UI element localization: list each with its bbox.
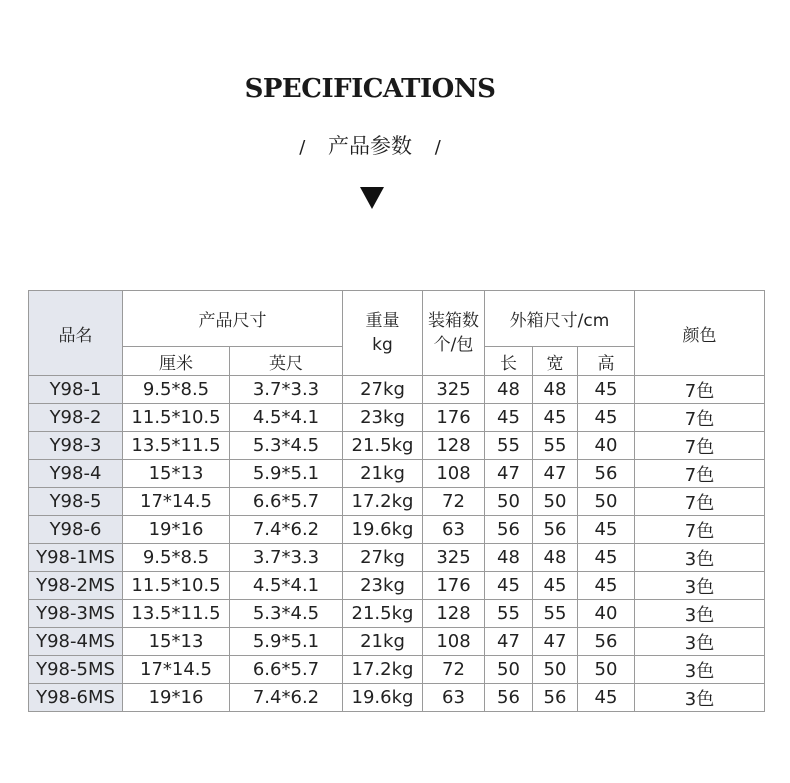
cell-carton-width: 45 <box>533 572 578 600</box>
cell-carton-height: 45 <box>578 404 635 432</box>
subtitle-slash-left: / <box>299 137 306 158</box>
cell-carton-height: 56 <box>578 460 635 488</box>
cell-weight: 23kg <box>343 404 423 432</box>
cell-name: Y98-6MS <box>29 684 123 712</box>
cell-carton-width: 45 <box>533 404 578 432</box>
header-size-inch: 英尺 <box>230 347 343 376</box>
cell-carton-length: 56 <box>485 684 533 712</box>
header-carton: 外箱尺寸/cm <box>485 291 635 347</box>
header-carton-height: 高 <box>578 347 635 376</box>
cell-color: 3色 <box>635 544 765 572</box>
cell-color: 7色 <box>635 404 765 432</box>
cell-size-inch: 5.3*4.5 <box>230 600 343 628</box>
cell-pack: 72 <box>423 656 485 684</box>
cell-carton-length: 47 <box>485 628 533 656</box>
cell-weight: 21.5kg <box>343 600 423 628</box>
header-pack: 装箱数个/包 <box>423 291 485 376</box>
down-arrow-icon <box>360 187 384 209</box>
cell-weight: 17.2kg <box>343 656 423 684</box>
cell-carton-length: 50 <box>485 488 533 516</box>
cell-carton-length: 47 <box>485 460 533 488</box>
cell-size-cm: 13.5*11.5 <box>123 600 230 628</box>
cell-color: 7色 <box>635 432 765 460</box>
cell-carton-height: 45 <box>578 376 635 404</box>
cell-size-inch: 5.9*5.1 <box>230 460 343 488</box>
header-color: 颜色 <box>635 291 765 376</box>
cell-carton-width: 50 <box>533 656 578 684</box>
cell-size-cm: 17*14.5 <box>123 656 230 684</box>
cell-weight: 21kg <box>343 628 423 656</box>
cell-pack: 108 <box>423 460 485 488</box>
table-row <box>29 600 765 628</box>
cell-name: Y98-1MS <box>29 544 123 572</box>
table-row <box>29 628 765 656</box>
table-row <box>29 432 765 460</box>
table-row <box>29 516 765 544</box>
cell-carton-width: 48 <box>533 376 578 404</box>
cell-color: 3色 <box>635 572 765 600</box>
cell-size-cm: 19*16 <box>123 516 230 544</box>
cell-weight: 23kg <box>343 572 423 600</box>
table-row <box>29 404 765 432</box>
cell-size-inch: 7.4*6.2 <box>230 516 343 544</box>
cell-size-cm: 15*13 <box>123 460 230 488</box>
cell-name: Y98-2MS <box>29 572 123 600</box>
cell-size-inch: 7.4*6.2 <box>230 684 343 712</box>
cell-pack: 325 <box>423 376 485 404</box>
cell-pack: 128 <box>423 600 485 628</box>
table-row <box>29 684 765 712</box>
cell-size-inch: 6.6*5.7 <box>230 656 343 684</box>
cell-color: 7色 <box>635 460 765 488</box>
cell-name: Y98-5 <box>29 488 123 516</box>
cell-name: Y98-6 <box>29 516 123 544</box>
cell-pack: 176 <box>423 404 485 432</box>
cell-pack: 72 <box>423 488 485 516</box>
cell-color: 3色 <box>635 656 765 684</box>
cell-color: 7色 <box>635 376 765 404</box>
cell-carton-height: 45 <box>578 572 635 600</box>
header-size: 产品尺寸 <box>123 291 343 347</box>
header-carton-width: 宽 <box>533 347 578 376</box>
cell-carton-length: 45 <box>485 404 533 432</box>
cell-weight: 21kg <box>343 460 423 488</box>
table-row <box>29 544 765 572</box>
cell-color: 3色 <box>635 600 765 628</box>
cell-carton-height: 45 <box>578 684 635 712</box>
cell-carton-width: 55 <box>533 432 578 460</box>
cell-pack: 176 <box>423 572 485 600</box>
cell-carton-width: 47 <box>533 628 578 656</box>
cell-carton-width: 47 <box>533 460 578 488</box>
subtitle-text: 产品参数 <box>328 134 412 158</box>
header-weight: 重量kg <box>343 291 423 376</box>
header-name: 品名 <box>29 291 123 376</box>
cell-size-inch: 6.6*5.7 <box>230 488 343 516</box>
cell-size-cm: 17*14.5 <box>123 488 230 516</box>
cell-size-cm: 11.5*10.5 <box>123 572 230 600</box>
cell-size-cm: 9.5*8.5 <box>123 376 230 404</box>
cell-pack: 128 <box>423 432 485 460</box>
cell-carton-height: 50 <box>578 488 635 516</box>
cell-carton-length: 55 <box>485 600 533 628</box>
cell-carton-width: 48 <box>533 544 578 572</box>
table-row <box>29 572 765 600</box>
cell-weight: 19.6kg <box>343 516 423 544</box>
cell-carton-height: 45 <box>578 516 635 544</box>
cell-carton-height: 40 <box>578 432 635 460</box>
table-row <box>29 460 765 488</box>
table-row <box>29 376 765 404</box>
cell-size-cm: 11.5*10.5 <box>123 404 230 432</box>
header-carton-length: 长 <box>485 347 533 376</box>
cell-carton-height: 40 <box>578 600 635 628</box>
cell-name: Y98-4 <box>29 460 123 488</box>
header-size-cm: 厘米 <box>123 347 230 376</box>
cell-carton-height: 50 <box>578 656 635 684</box>
cell-carton-length: 50 <box>485 656 533 684</box>
table-row <box>29 656 765 684</box>
cell-weight: 17.2kg <box>343 488 423 516</box>
cell-size-cm: 19*16 <box>123 684 230 712</box>
cell-color: 3色 <box>635 628 765 656</box>
cell-pack: 63 <box>423 684 485 712</box>
cell-size-inch: 4.5*4.1 <box>230 572 343 600</box>
cell-color: 3色 <box>635 684 765 712</box>
cell-name: Y98-1 <box>29 376 123 404</box>
cell-carton-length: 48 <box>485 544 533 572</box>
cell-carton-width: 56 <box>533 516 578 544</box>
cell-name: Y98-3MS <box>29 600 123 628</box>
cell-carton-width: 50 <box>533 488 578 516</box>
cell-carton-length: 55 <box>485 432 533 460</box>
table-row <box>29 488 765 516</box>
cell-size-inch: 5.9*5.1 <box>230 628 343 656</box>
cell-weight: 27kg <box>343 544 423 572</box>
cell-color: 7色 <box>635 516 765 544</box>
cell-weight: 21.5kg <box>343 432 423 460</box>
cell-color: 7色 <box>635 488 765 516</box>
cell-carton-width: 56 <box>533 684 578 712</box>
cell-carton-length: 56 <box>485 516 533 544</box>
cell-size-cm: 13.5*11.5 <box>123 432 230 460</box>
cell-size-inch: 3.7*3.3 <box>230 544 343 572</box>
cell-pack: 63 <box>423 516 485 544</box>
cell-carton-length: 48 <box>485 376 533 404</box>
cell-name: Y98-4MS <box>29 628 123 656</box>
cell-size-cm: 9.5*8.5 <box>123 544 230 572</box>
cell-weight: 19.6kg <box>343 684 423 712</box>
cell-carton-width: 55 <box>533 600 578 628</box>
subtitle-slash-right: / <box>434 137 441 158</box>
cell-carton-length: 45 <box>485 572 533 600</box>
cell-name: Y98-3 <box>29 432 123 460</box>
page-subtitle <box>0 130 740 160</box>
spec-table <box>28 290 765 712</box>
cell-name: Y98-2 <box>29 404 123 432</box>
cell-size-cm: 15*13 <box>123 628 230 656</box>
cell-pack: 108 <box>423 628 485 656</box>
cell-size-inch: 4.5*4.1 <box>230 404 343 432</box>
cell-weight: 27kg <box>343 376 423 404</box>
cell-name: Y98-5MS <box>29 656 123 684</box>
cell-size-inch: 5.3*4.5 <box>230 432 343 460</box>
cell-carton-height: 56 <box>578 628 635 656</box>
cell-size-inch: 3.7*3.3 <box>230 376 343 404</box>
page-title: SPECIFICATIONS <box>244 74 496 104</box>
cell-pack: 325 <box>423 544 485 572</box>
cell-carton-height: 45 <box>578 544 635 572</box>
